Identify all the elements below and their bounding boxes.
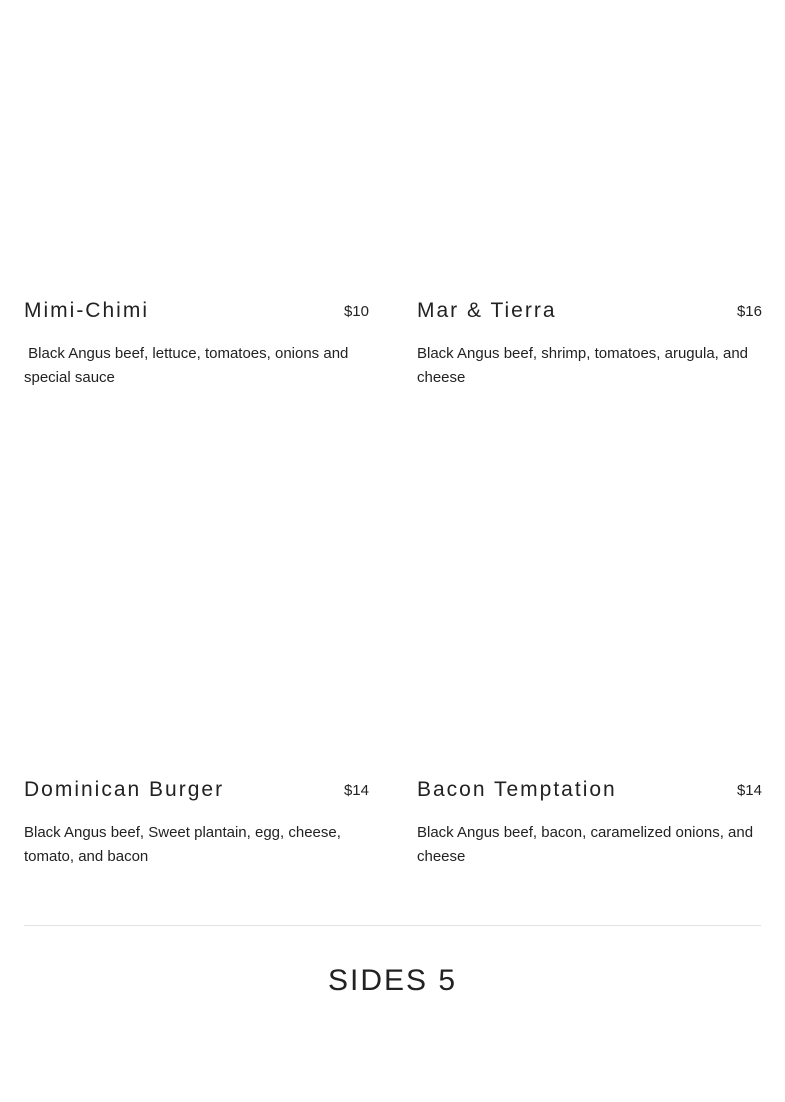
menu-item-price: $10 — [343, 303, 369, 320]
menu-item-description: Black Angus beef, lettuce, tomatoes, onions and special sauce — [24, 345, 353, 386]
section-divider — [24, 925, 761, 926]
menu-item-header — [417, 778, 762, 808]
menu-item-name: Dominican Burger — [24, 778, 225, 801]
menu-item-description: Black Angus beef, bacon, caramelized onions, and cheese — [417, 824, 754, 865]
menu-item-header — [24, 299, 369, 329]
menu-item-name: Bacon Temptation — [417, 778, 617, 801]
menu-item-description: Black Angus beef, Sweet plantain, egg, cheese, tomato, and bacon — [24, 824, 341, 865]
menu-item-price: $14 — [343, 782, 369, 799]
menu-item-description: Black Angus beef, shrimp, tomatoes, arugula, and cheese — [417, 345, 749, 386]
menu-item-bacon-temptation — [417, 778, 762, 869]
sides-section-title: SIDES 5 — [327, 964, 458, 997]
menu-item-price: $16 — [736, 303, 762, 320]
menu-item-header — [24, 778, 369, 808]
menu-item-name: Mimi-Chimi — [24, 299, 149, 322]
menu-item-header — [417, 299, 762, 329]
menu-item-mimi-chimi — [24, 299, 369, 390]
menu-item-mar-tierra — [417, 299, 762, 390]
menu-item-dominican-burger — [24, 778, 369, 869]
menu-item-name: Mar & Tierra — [417, 299, 557, 322]
menu-item-price: $14 — [736, 782, 762, 799]
